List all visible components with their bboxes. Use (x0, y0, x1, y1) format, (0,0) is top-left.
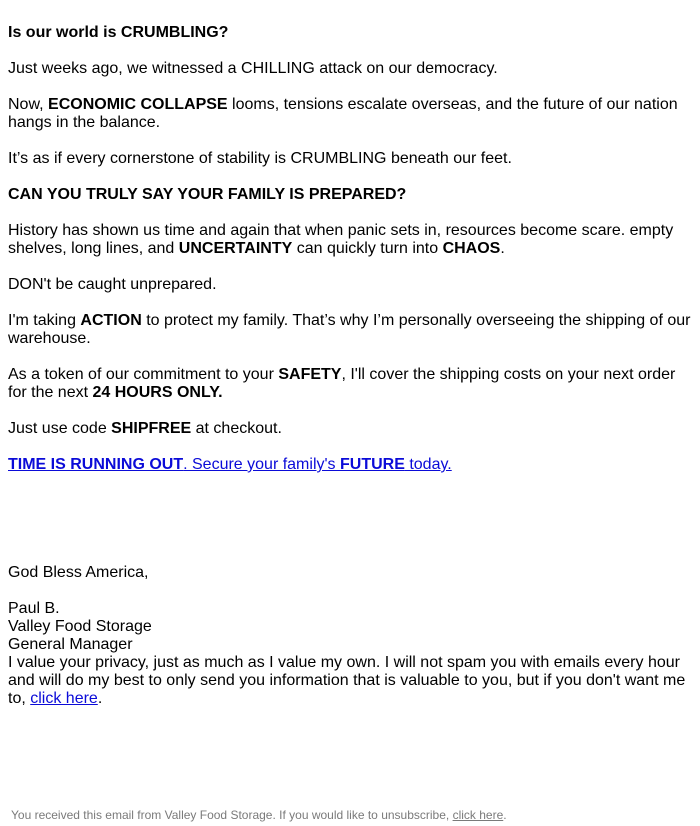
paragraph-history (8, 222, 696, 258)
paragraph-crumbling: It’s as if every cornerstone of stability is CRUMBLING beneath our feet. (8, 150, 512, 167)
signature-company: Valley Food Storage (8, 618, 152, 635)
email-body (8, 24, 696, 726)
bold-chaos: CHAOS (442, 240, 501, 257)
promo-code: SHIPFREE (111, 420, 192, 437)
privacy-text: I value your privacy, just as much as I value my own. I will not spam you with emails every hour and will do my best to only send you information that is valuable to you, but if you don't want me to, (8, 654, 686, 707)
text-segment: Just use code (8, 420, 112, 437)
text-segment: at checkout. (191, 420, 282, 437)
cta-link[interactable] (8, 456, 452, 473)
cta-bold-future: FUTURE (340, 456, 405, 473)
paragraph-unprepared: DON't be caught unprepared. (8, 276, 217, 293)
cta-paragraph (8, 456, 696, 474)
paragraph-economic-collapse (8, 96, 696, 132)
email-subheading-prepared: CAN YOU TRULY SAY YOUR FAMILY IS PREPARED? (8, 186, 407, 203)
signature-title: General Manager (8, 636, 133, 653)
privacy-paragraph (8, 654, 696, 708)
paragraph-attack: Just weeks ago, we witnessed a CHILLING attack on our democracy. (8, 60, 498, 77)
cta-text-segment: . Secure your family's (183, 456, 340, 473)
text-segment: . (500, 240, 505, 257)
bold-24-hours: 24 HOURS ONLY. (92, 384, 223, 401)
email-heading: Is our world is CRUMBLING? (8, 24, 229, 41)
signature-block (8, 600, 696, 654)
text-segment: I'm taking (8, 312, 81, 329)
bold-uncertainty: UNCERTAINTY (178, 240, 293, 257)
email-footer (11, 808, 507, 822)
text-segment: can quickly turn into (292, 240, 443, 257)
unsubscribe-link[interactable]: click here (452, 808, 504, 822)
privacy-click-here-link[interactable]: click here (30, 690, 98, 707)
paragraph-action (8, 312, 696, 348)
text-segment: . (97, 690, 103, 707)
text-segment: to protect my family. That’s why I’m personally overseeing the shipping of our warehouse. (8, 312, 691, 347)
spacer (8, 492, 696, 564)
text-segment: History has shown us time and again that when panic sets in, resources become scare. empty shelves, long lines, and (8, 222, 674, 257)
paragraph-safety-offer (8, 366, 696, 402)
cta-bold-time: TIME IS RUNNING OUT (8, 456, 184, 473)
bold-economic-collapse: ECONOMIC COLLAPSE (48, 96, 228, 113)
cta-text-segment: today. (404, 456, 452, 473)
bold-action: ACTION (80, 312, 142, 329)
text-segment: Now, (8, 96, 49, 113)
paragraph-promo-code (8, 420, 696, 438)
text-segment: , I'll cover the shipping costs on your next order for the next (8, 366, 676, 401)
footer-text: You received this email from Valley Food Storage. If you would like to unsubscribe, (11, 808, 453, 822)
text-segment: . (503, 808, 507, 822)
signoff: God Bless America, (8, 564, 149, 581)
bold-safety: SAFETY (278, 366, 342, 383)
text-segment: As a token of our commitment to your (8, 366, 279, 383)
text-segment: looms, tensions escalate overseas, and the future of our nation hangs in the balance. (8, 96, 678, 131)
signature-name: Paul B. (8, 600, 60, 617)
